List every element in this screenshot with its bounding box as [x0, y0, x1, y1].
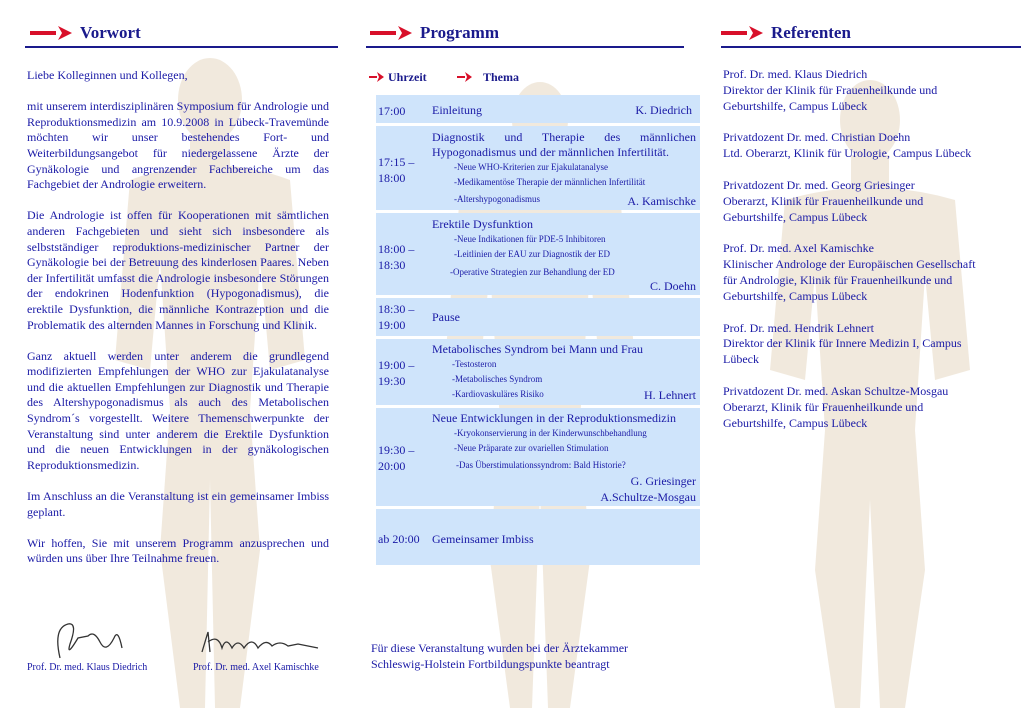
program-subtopic: -Kryokonservierung in der Kinderwunschbehandlung [454, 428, 647, 438]
program-subtopic: -Neue Indikationen für PDE-5 Inhibitoren [454, 234, 606, 244]
program-time: 17:00 [378, 104, 406, 118]
referenten-title: Referenten [771, 23, 851, 42]
vorwort-title: Vorwort [80, 23, 141, 42]
programm-title: Programm [420, 23, 499, 42]
programm-header [370, 20, 499, 46]
column-header-time: Uhrzeit [388, 70, 427, 84]
program-speaker: H. Lehnert [644, 388, 696, 402]
vorwort-paragraph-5: Wir hoffen, Sie mit unserem Programm anzusprechen und würden uns über Ihre Teilnahme freuen. [27, 535, 329, 566]
program-time: ab 20:00 [378, 532, 420, 546]
program-subtopic: -Operative Strategien zur Behandlung der ED [450, 267, 615, 277]
referenten-rule [721, 46, 1021, 48]
vorwort-header [30, 20, 141, 46]
program-topic-title: Erektile Dysfunktion [432, 217, 533, 231]
speaker-entry [723, 178, 983, 225]
signature-diedrich [48, 618, 138, 664]
program-row [376, 95, 700, 123]
program-footnote: Für diese Veranstaltung wurden bei der Ärztekammer Schleswig-Holstein Fortbildungspunkte beantragt [371, 641, 629, 671]
program-topic-title: Neue Entwicklungen in der Reproduktionsmedizin [432, 411, 676, 425]
vorwort-greeting: Liebe Kolleginnen und Kollegen, [27, 68, 188, 82]
vorwort-text [27, 68, 329, 583]
program-topic-title: Metabolisches Syndrom bei Mann und Frau [432, 342, 643, 356]
program-time: 18:00 – 18:30 [378, 242, 415, 272]
speaker-entry [723, 241, 983, 304]
program-speaker: C. Doehn [650, 279, 696, 293]
speaker-entry [723, 384, 983, 431]
speaker-role: Klinischer Androloge der Europäischen Gesellschaft für Andrologie, Klinik für Frauenheilkunde und Geburtshilfe, Campus Lübeck [723, 257, 976, 303]
speaker-entry [723, 321, 983, 368]
program-topic: Einleitung [432, 103, 482, 117]
vorwort-paragraph-4: Im Anschluss an die Veranstaltung ist ein gemeinsamer Imbiss geplant. [27, 489, 329, 519]
program-row [376, 298, 700, 336]
program-subtopic: -Neue WHO-Kriterien zur Ejakulatanalyse [454, 162, 609, 172]
vorwort-paragraph-3: Ganz aktuell werden unter anderem die grundlegend modifizierten Empfehlungen der WHO zur Ejakulatanalyse und die aktuellen Empfehlungen zur Diagnostik und Therapie des Altershypogonadismus als auch des Metabolischen Syndrom´s vorgestellt. Weitere Themenschwerpunkte der Veranstaltung sind unter anderem die Erektile Dysfunktion und die neuen Entwicklungen in der gynäkologischen Reproduktionsmedizin. [27, 348, 329, 472]
small-arrow-icon [369, 72, 385, 82]
column-header-topic: Thema [483, 70, 519, 84]
program-topic [432, 411, 696, 473]
program-speaker: G. Griesinger [630, 474, 696, 488]
program-subtopic: -Altershypogonadismus [454, 194, 540, 204]
program-speaker: A. Kamischke [627, 194, 696, 208]
program-speaker: A.Schultze-Mosgau [600, 490, 696, 504]
program-row [376, 339, 700, 405]
speaker-entry [723, 130, 983, 162]
speaker-role: Direktor der Klinik für Frauenheilkunde und Geburtshilfe, Campus Lübeck [723, 82, 938, 113]
program-topic: Pause [432, 310, 460, 324]
program-subtopic: -Testosteron [452, 359, 497, 369]
program-topic-title: Diagnostik und Therapie des männlichen Hypogonadismus und der männlichen Infertilität. [432, 130, 696, 159]
program-time: 17:15 – 18:00 [378, 155, 415, 185]
program-time: 18:30 – 19:00 [378, 302, 415, 332]
speaker-name: Privatdozent Dr. med. Georg Griesinger [723, 177, 915, 192]
program-subtopic: -Neue Präparate zur ovariellen Stimulation [454, 443, 609, 453]
program-topic [432, 217, 696, 280]
speaker-role: Ltd. Oberarzt, Klinik für Urologie, Campus Lübeck [723, 146, 972, 161]
program-row [376, 408, 700, 506]
speaker-role: Oberarzt, Klinik für Frauenheilkunde und Geburtshilfe, Campus Lübeck [723, 399, 924, 430]
speaker-name: Prof. Dr. med. Hendrik Lehnert [723, 320, 874, 335]
program-time: 19:00 – 19:30 [378, 358, 415, 388]
red-arrow-icon [370, 26, 414, 40]
signature-kamischke [198, 626, 328, 662]
speaker-name: Privatdozent Dr. med. Askan Schultze-Mosgau [723, 383, 949, 398]
signer-name-1: Prof. Dr. med. Klaus Diedrich [27, 662, 148, 673]
referenten-header [721, 20, 851, 46]
program-subtopic: -Das Überstimulationssyndrom: Bald Historie? [456, 460, 626, 470]
speaker-name: Prof. Dr. med. Klaus Diedrich [723, 67, 868, 81]
vorwort-rule [25, 46, 338, 48]
vorwort-paragraph-2: Die Andrologie ist offen für Kooperationen mit sämtlichen anderen Fachgebieten und sieht sich insbesondere als selbstständiger reproduktions-medizinischer Partner der Gynäkologie bei der Betreuung des kinderlosen Paares. Neben der Infertilität umfasst die Andrologie insbesondere Störungen der endokrinen Hodenfunktion (Hypogonadismus), die erektile Dysfunktion, die männliche Kontrazeption und die Problematik des alternden Mannes in Forschung und Klinik. [27, 208, 329, 332]
red-arrow-icon [30, 26, 74, 40]
programm-rule [366, 46, 684, 48]
program-row [376, 126, 700, 210]
program-subtopic: -Kardiovaskuläres Risiko [452, 389, 544, 399]
program-row [376, 509, 700, 565]
signer-name-2: Prof. Dr. med. Axel Kamischke [193, 662, 319, 673]
program-subtopic: -Metabolisches Syndrom [452, 374, 543, 384]
program-speaker: K. Diedrich [635, 103, 692, 117]
referenten-list [723, 67, 983, 447]
speaker-name: Privatdozent Dr. med. Christian Doehn [723, 130, 911, 145]
program-time: 19:30 – 20:00 [378, 443, 415, 473]
speaker-name: Prof. Dr. med. Axel Kamischke [723, 241, 874, 256]
program-topic: Gemeinsamer Imbiss [432, 532, 534, 546]
program-subtopic: -Leitlinien der EAU zur Diagnostik der ED [454, 249, 610, 259]
vorwort-paragraph-1: mit unserem interdisziplinären Symposium für Andrologie und Reproduktionsmedizin am 10.9.2008 in Lübeck-Travemünde möchten wir unser bestehendes Fort- und Weiterbildungsangebot für niedergelassene Ärzte der Gynäkologie und angrenzender Fachbereiche um das Fachgebiet der Andrologie erweitern. [27, 99, 329, 192]
speaker-role: Direktor der Klinik für Innere Medizin I, Campus Lübeck [723, 336, 962, 367]
program-subtopic: -Medikamentöse Therapie der männlichen Infertilität [454, 177, 646, 187]
program-row [376, 213, 700, 295]
red-arrow-icon [721, 26, 765, 40]
speaker-role: Oberarzt, Klinik für Frauenheilkunde und Geburtshilfe, Campus Lübeck [723, 193, 924, 224]
small-arrow-icon [457, 72, 473, 82]
speaker-entry [723, 67, 983, 114]
